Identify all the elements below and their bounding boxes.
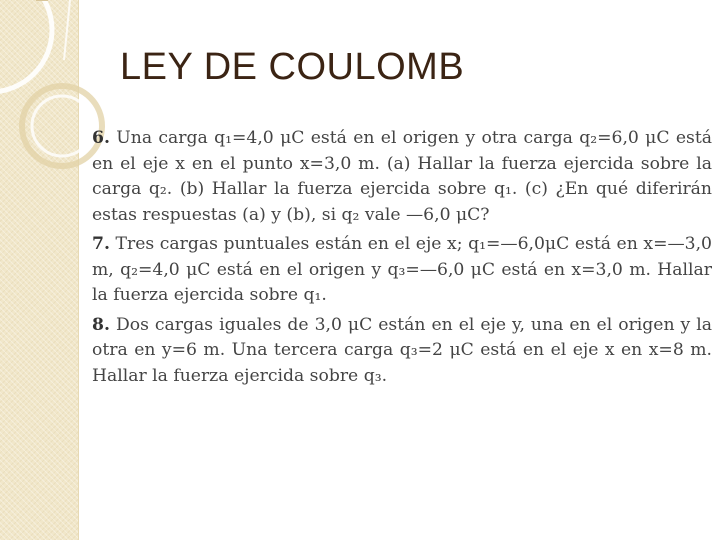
problem-number: 8. <box>92 314 110 335</box>
problem-number: 7. <box>92 234 110 254</box>
slide-title: LEY DE COULOMB <box>120 46 465 88</box>
problem-text: Dos cargas iguales de 3,0 μC están en el eje y, una en el origen y la otra en y=6 m. Una tercera carga q₃=2 μC está en el eje x en x=8 m. Hallar la fuerza ejercida sobre q₃. <box>92 314 712 386</box>
problem-7 <box>92 232 712 309</box>
problem-text: Una carga q₁=4,0 μC está en el origen y otra carga q₂=6,0 μC está en el eje x en el punto x=3,0 m. (a) Hallar la fuerza ejercida sobre la carga q₂. (b) Hallar la fuerza ejercida sobre q₁. (c) ¿En qué diferirán estas respuestas (a) y (b), si q₂ vale —6,0 μC? <box>92 128 712 225</box>
problem-number: 6. <box>92 128 110 148</box>
problem-text: Tres cargas puntuales están en el eje x; q₁=—6,0μC está en x=—3,0 m, q₂=4,0 μC está en el origen y q₃=—6,0 μC está en x=3,0 m. Hallar la fuerza ejercida sobre q₁. <box>92 234 712 305</box>
problem-8 <box>92 313 712 390</box>
decorative-side-band <box>0 0 79 540</box>
problem-list <box>92 126 712 393</box>
problem-6 <box>92 126 712 228</box>
